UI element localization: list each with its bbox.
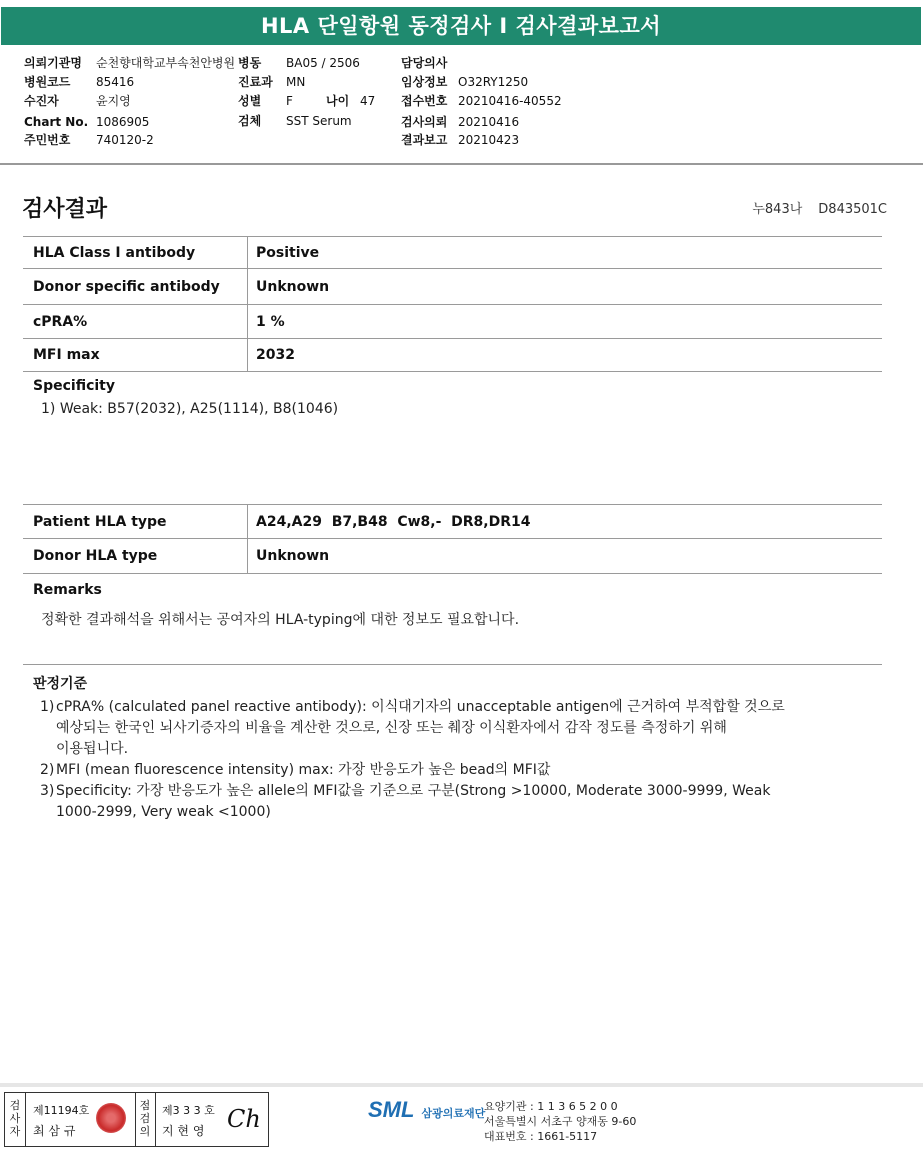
criteria-list: [40, 697, 785, 823]
age-label: 나이: [326, 94, 350, 108]
resident-no-label: 주민번호: [24, 133, 71, 147]
requesting-institution-value: 순천향대학교부속천안병원: [96, 56, 236, 70]
reviewer-number: 제3 3 3 호: [162, 1104, 215, 1117]
reviewer-label: 점검의: [139, 1099, 151, 1138]
result-label: Donor specific antibody: [23, 269, 248, 305]
clinical-info-value: O32RY1250: [458, 75, 529, 89]
ward-label: 병동: [238, 56, 262, 70]
document-codes: [752, 198, 887, 217]
table-row: [23, 339, 882, 372]
list-item: [40, 760, 785, 781]
signature-box: [4, 1092, 269, 1147]
test-request-date-value: 20210416: [458, 115, 520, 129]
remarks-heading: Remarks: [33, 582, 102, 598]
results-heading: 검사결과: [22, 197, 108, 222]
age-value: 47: [360, 94, 376, 108]
department-value: MN: [286, 75, 306, 89]
result-value: 1 %: [248, 305, 883, 339]
divider: [135, 1093, 136, 1146]
result-label: MFI max: [23, 339, 248, 372]
footer-divider: [0, 1083, 923, 1087]
divider: [155, 1093, 156, 1146]
item-line: 예상되는 한국인 뇌사기증자의 비율을 계산한 것으로, 신장 또는 췌장 이식환자에서 감작 정도를 측정하기 위해: [56, 720, 727, 736]
criteria-divider: [23, 664, 882, 665]
list-item: [40, 781, 785, 823]
organization-address: [484, 1099, 636, 1144]
address-line: 요양기관 : 1 1 3 6 5 2 0 0: [484, 1100, 618, 1113]
inspector-name: 최 삼 규: [33, 1124, 76, 1138]
sml-logo: [368, 1097, 485, 1123]
address-line: 서울특별시 서초구 양재동 9-60: [484, 1115, 637, 1128]
hla-value: A24,A29 B7,B48 Cw8,- DR8,DR14: [248, 505, 883, 539]
receipt-no-value: 20210416-40552: [458, 94, 562, 108]
result-value: Positive: [248, 237, 883, 269]
signature: Ch: [227, 1105, 261, 1133]
result-label: cPRA%: [23, 305, 248, 339]
item-line: 이용됩니다.: [56, 741, 129, 757]
document-code-1: 누843나: [752, 202, 803, 217]
hospital-code-value: 85416: [96, 75, 135, 89]
specificity-heading: Specificity: [33, 378, 115, 394]
report-date-label: 결과보고: [401, 133, 448, 147]
specimen-label: 검체: [238, 114, 262, 128]
inspector-number: 제11194호: [33, 1104, 90, 1117]
item-line: MFI (mean fluorescence intensity) max: 가장 반응도가 높은 bead의 MFI값: [56, 762, 551, 778]
address-line: 대표번호 : 1661-5117: [484, 1130, 598, 1143]
divider: [25, 1093, 26, 1146]
chart-no-value: 1086905: [96, 115, 150, 129]
table-row: [23, 269, 882, 305]
item-line: 1000-2999, Very weak <1000): [56, 804, 271, 820]
result-value: 2032: [248, 339, 883, 372]
table-row: [23, 505, 882, 539]
hla-label: Donor HLA type: [23, 539, 248, 574]
remarks-text: 정확한 결과해석을 위해서는 공여자의 HLA-typing에 대한 정보도 필요합니다.: [41, 612, 520, 628]
requesting-institution-label: 의뢰기관명: [24, 56, 82, 70]
test-request-date-label: 검사의뢰: [401, 115, 448, 129]
list-item: [40, 697, 785, 760]
reviewer-name: 지 현 영: [162, 1124, 205, 1138]
item-number: 3): [40, 783, 55, 799]
specificity-text: 1) Weak: B57(2032), A25(1114), B8(1046): [41, 401, 339, 417]
criteria-heading: 판정기준: [33, 676, 88, 692]
patient-name-value: 윤지영: [96, 94, 131, 108]
results-table: [23, 236, 882, 372]
inspector-label: 검사자: [9, 1099, 21, 1138]
report-date-value: 20210423: [458, 133, 520, 147]
report-title: HLA 단일항원 동정검사 I 검사결과보고서: [1, 7, 921, 45]
ward-value: BA05 / 2506: [286, 56, 360, 70]
sex-label: 성별: [238, 94, 262, 108]
resident-no-value: 740120-2: [96, 133, 154, 147]
physician-label: 담당의사: [401, 56, 448, 70]
sex-value: F: [286, 94, 293, 108]
logo-mark: SML: [368, 1097, 415, 1122]
specimen-value: SST Serum: [286, 114, 352, 128]
hla-type-table: [23, 504, 882, 574]
header-divider: [0, 163, 923, 165]
patient-name-label: 수진자: [24, 94, 59, 108]
table-row: [23, 539, 882, 574]
table-row: [23, 305, 882, 339]
official-seal-icon: [96, 1103, 126, 1133]
hospital-code-label: 병원코드: [24, 75, 71, 89]
item-line: cPRA% (calculated panel reactive antibody): 이식대기자의 unacceptable antigen에 근거하여 부적합할 것으로: [56, 699, 785, 715]
organization-name: 삼광의료재단: [421, 1107, 486, 1120]
item-number: 2): [40, 762, 55, 778]
document-code-2: D843501C: [818, 202, 887, 217]
chart-no-label: Chart No.: [24, 115, 89, 129]
hla-value: Unknown: [248, 539, 883, 574]
item-number: 1): [40, 699, 55, 715]
result-value: Unknown: [248, 269, 883, 305]
clinical-info-label: 임상정보: [401, 75, 448, 89]
department-label: 진료과: [238, 75, 273, 89]
item-line: Specificity: 가장 반응도가 높은 allele의 MFI값을 기준으로 구분(Strong >10000, Moderate 3000-9999, Weak: [56, 783, 771, 799]
receipt-no-label: 접수번호: [401, 94, 448, 108]
hla-label: Patient HLA type: [23, 505, 248, 539]
table-row: [23, 237, 882, 269]
result-label: HLA Class I antibody: [23, 237, 248, 269]
